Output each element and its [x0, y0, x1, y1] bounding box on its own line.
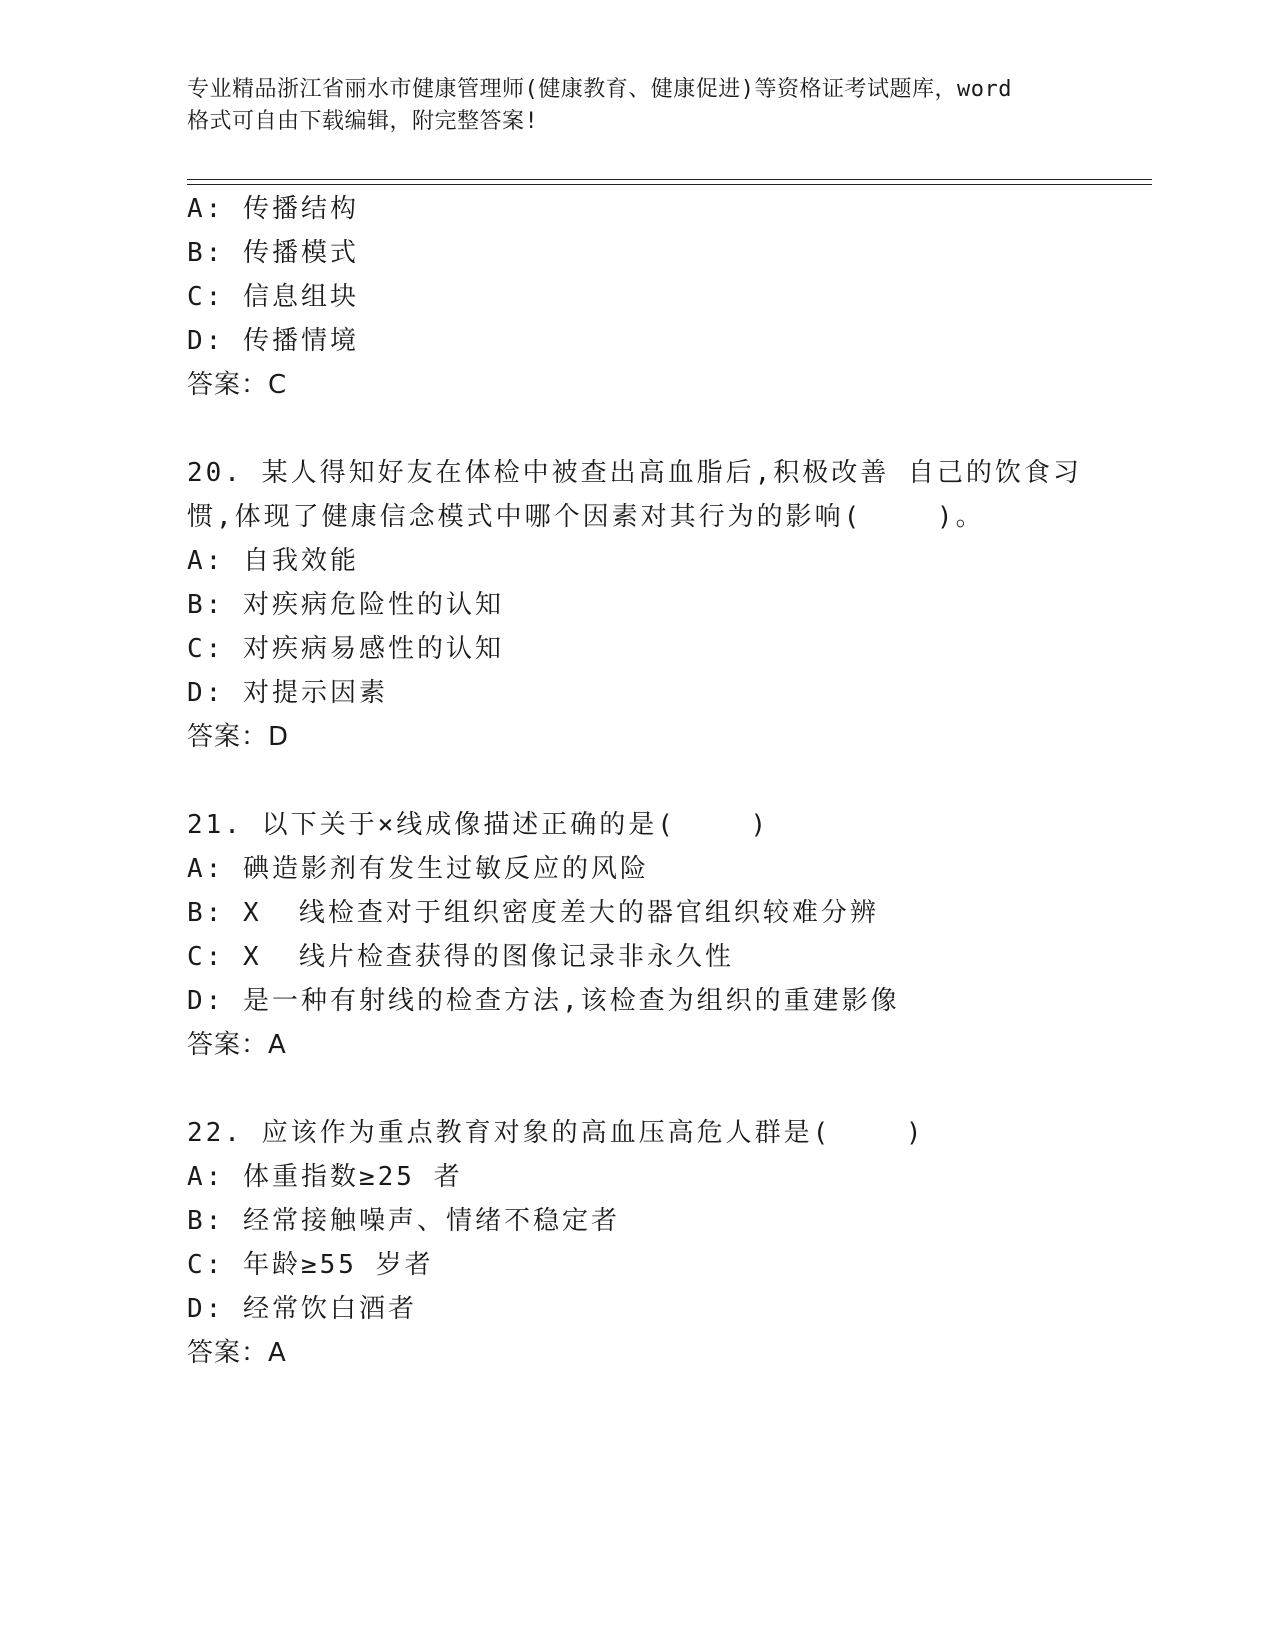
document-header: [187, 74, 1087, 138]
q20-option-b: B: 对疾病危险性的认知: [187, 590, 504, 620]
header-line-2: 格式可自由下载编辑，附完整答案!: [187, 109, 539, 134]
header-line-1: 专业精品浙江省丽水市健康管理师(健康教育、健康促进)等资格证考试题库，word: [187, 77, 1012, 102]
q20-stem-line-2: 惯,体现了健康信念模式中哪个因素对其行为的影响( )。: [187, 502, 985, 532]
q21-option-b: B: X 线检查对于组织密度差大的器官组织较难分辨: [187, 898, 879, 928]
q22-option-a: A: 体重指数≥25 者: [187, 1162, 463, 1192]
header-divider-top: [187, 179, 1152, 180]
q21-answer: 答案：A: [187, 1030, 287, 1060]
q21-option-c: C: X 线片检查获得的图像记录非永久性: [187, 942, 734, 972]
q21-stem: 21. 以下关于×线成像描述正确的是( ): [187, 810, 770, 840]
q21-option-d: D: 是一种有射线的检查方法,该检查为组织的重建影像: [187, 986, 900, 1016]
header-divider-bottom: [187, 184, 1152, 185]
q20-answer: 答案：D: [187, 722, 290, 752]
q22-answer: 答案：A: [187, 1338, 287, 1368]
q19-option-d: D: 传播情境: [187, 326, 359, 356]
q20-stem-line-1: 20. 某人得知好友在体检中被查出高血脂后,积极改善 自己的饮食习: [187, 458, 1082, 488]
q21-option-a: A: 碘造影剂有发生过敏反应的风险: [187, 854, 649, 884]
q22-option-b: B: 经常接触噪声、情绪不稳定者: [187, 1206, 620, 1236]
q22-option-d: D: 经常饮白酒者: [187, 1294, 417, 1324]
q20-option-d: D: 对提示因素: [187, 678, 388, 708]
q20-option-c: C: 对疾病易感性的认知: [187, 634, 504, 664]
q19-option-b: B: 传播模式: [187, 238, 359, 268]
q19-option-c: C: 信息组块: [187, 282, 359, 312]
q20-option-a: A: 自我效能: [187, 546, 359, 576]
q19-option-a: A: 传播结构: [187, 194, 359, 224]
q22-stem: 22. 应该作为重点教育对象的高血压高危人群是( ): [187, 1118, 925, 1148]
q22-option-c: C: 年龄≥55 岁者: [187, 1250, 434, 1280]
q19-answer: 答案：C: [187, 370, 288, 400]
